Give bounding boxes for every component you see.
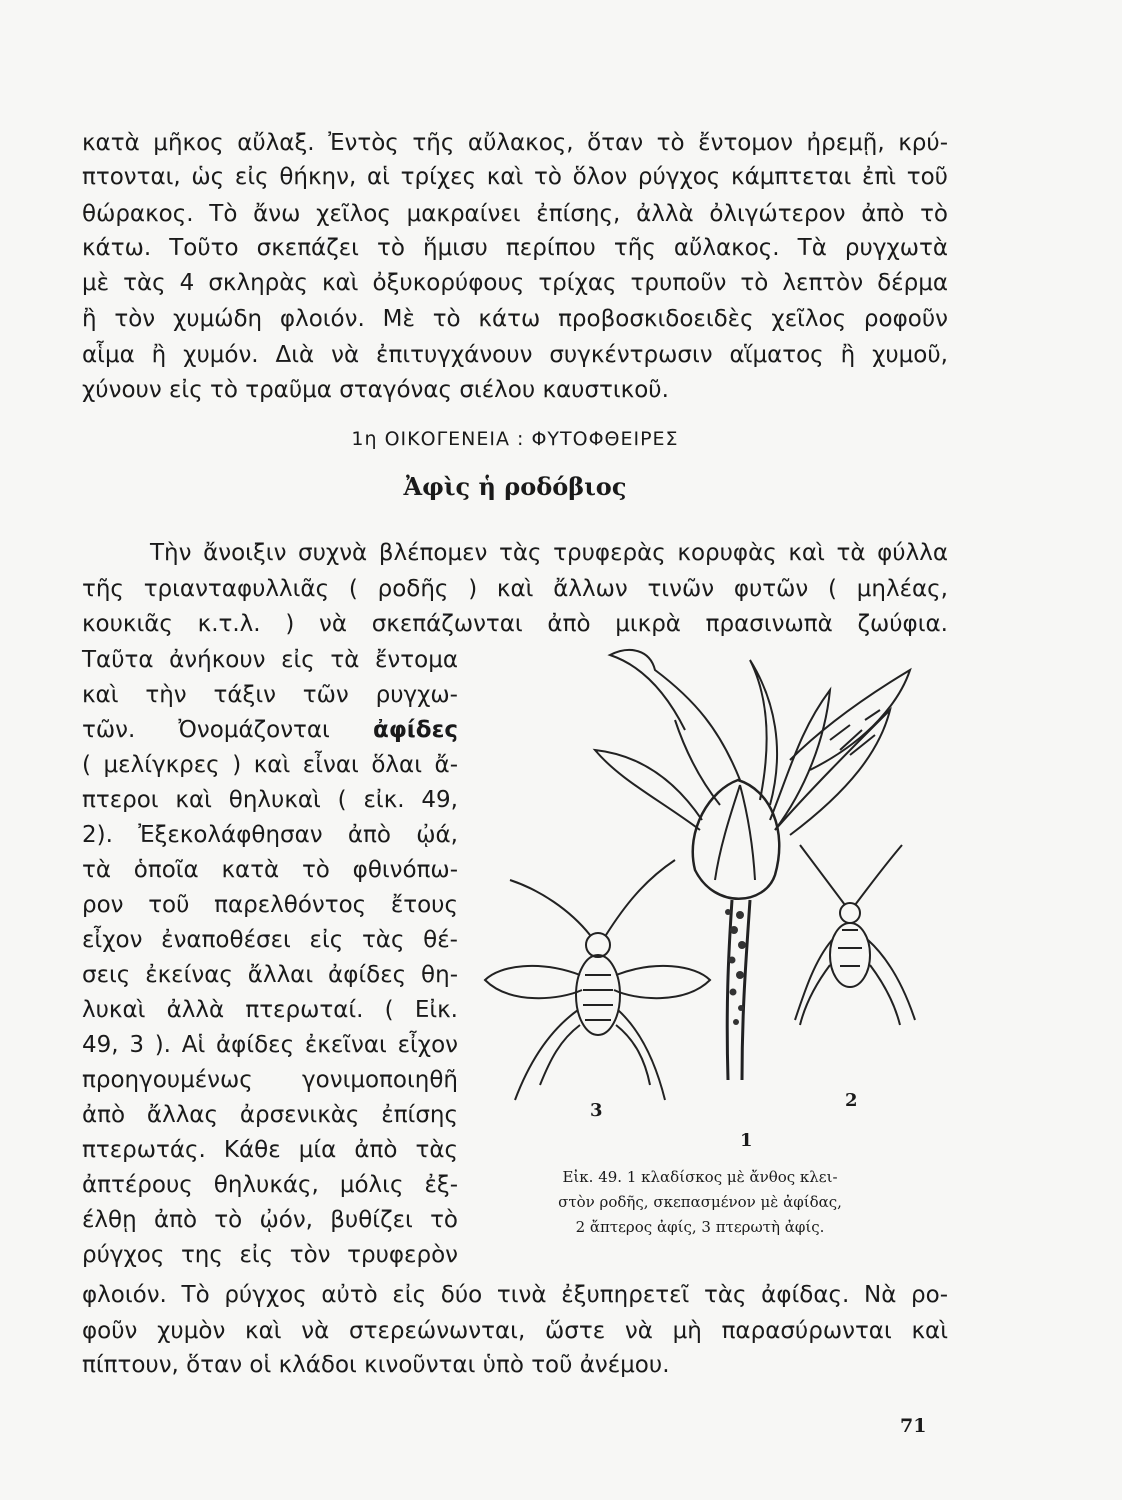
section-heading: 1η ΟΙΚΟΓΕΝΕΙΑ : ΦΥΤΟΦΘΕΙΡΕΣ [351,428,679,450]
caption-line: στὸν ροδῆς, σκεπασμένον μὲ ἀφίδας, [558,1193,842,1211]
text-line: ρύγχος της εἰς τὸν τρυφερὸν [82,1242,458,1268]
text-line: κάτω. Τοῦτο σκεπάζει τὸ ἥμισυ περίπου τῆς αὔλακος. Τὰ ρυγχωτὰ [82,235,948,261]
figure-label-1: 1 [740,1130,753,1151]
text-line: μὲ τὰς 4 σκληρὰς καὶ ὀξυκορύφους τρίχας τρυποῦν τὸ λεπτὸν δέρμα [82,270,948,296]
text-line: καὶ τὴν τάξιν τῶν ρυγχω- [82,682,458,708]
text-line: αἷμα ἢ χυμόν. Διὰ νὰ ἐπιτυγχάνουν συγκέντρωσιν αἵματος ἢ χυμοῦ, [82,342,948,368]
text-line: 49, 3 ). Αἱ ἀφίδες ἐκεῖναι εἶχον [82,1032,458,1058]
text-line [82,715,458,745]
page-number: 71 [900,1415,927,1437]
text-line: πτονται, ὡς εἰς θήκην, αἱ τρίχες καὶ τὸ ὅλον ρύγχος κάμπτεται ἐπὶ τοῦ [82,164,948,190]
text-line: τὰ ὁποῖα κατὰ τὸ φθινόπω- [82,857,458,883]
aphid-rose-illustration [470,630,940,1150]
text-line: εἶχον ἐναποθέσει εἰς τὰς θέ- [82,927,458,953]
text-line: λυκαὶ ἀλλὰ πτερωταί. ( Εἰκ. [82,997,458,1023]
text-line: πτεροι καὶ θηλυκαὶ ( εἰκ. 49, [82,787,458,813]
text-line: πτερωτάς. Κάθε μία ἀπὸ τὰς [82,1137,458,1163]
caption-line: 2 ἄπτερος ἀφίς, 3 πτερωτὴ ἀφίς. [575,1218,825,1236]
figure-caption [490,1165,910,1240]
bold-term: ἀφίδες [373,717,459,743]
text-segment: τῶν. Ὀνομάζονται [82,717,330,743]
text-line: θώρακος. Τὸ ἄνω χεῖλος μακραίνει ἐπίσης, ἀλλὰ ὀλιγώτερον ἀπὸ τὸ [82,201,948,227]
text-line: ἀπὸ ἄλλας ἀρσενικὰς ἐπίσης [82,1102,458,1128]
figure-illustration [470,630,940,1190]
text-line: ἢ τὸν χυμώδη φλοιόν. Μὲ τὸ κάτω προβοσκιδοειδὲς χεῖλος ροφοῦν [82,306,948,332]
subsection-title: Ἀφὶς ἡ ροδόβιος [403,472,627,501]
text-line: φλοιόν. Τὸ ρύγχος αὐτὸ εἰς δύο τινὰ ἐξυπηρετεῖ τὰς ἀφίδας. Νὰ ρο- [82,1282,948,1308]
text-line: έλθῃ ἀπὸ τὸ ᾠόν, βυθίζει τὸ [82,1207,458,1233]
text-line: τῆς τριανταφυλλιᾶς ( ροδῆς ) καὶ ἄλλων τινῶν φυτῶν ( μηλέας, [82,576,948,602]
text-line: χύνουν εἰς τὸ τραῦμα σταγόνας σιέλου καυστικοῦ. [82,377,669,403]
figure-label-3: 3 [590,1100,603,1121]
text-line: ἀπτέρους θηλυκάς, μόλις ἐξ- [82,1172,458,1198]
text-line: πίπτουν, ὅταν οἱ κλάδοι κινοῦνται ὑπὸ τοῦ ἀνέμου. [82,1352,670,1378]
text-line: κουκιᾶς κ.τ.λ. ) νὰ σκεπάζωνται ἀπὸ μικρὰ πρασινωπὰ ζωύφια. [82,611,948,637]
text-line: 2). Ἐξεκολάφθησαν ἀπὸ ᾠά, [82,822,458,848]
text-line: Τὴν ἄνοιξιν συχνὰ βλέπομεν τὰς τρυφερὰς κορυφὰς καὶ τὰ φύλλα [150,540,948,566]
text-line: φοῦν χυμὸν καὶ νὰ στερεώνωνται, ὥστε νὰ μὴ παρασύρωνται καὶ [82,1318,948,1344]
text-line: σεις ἐκείνας ἄλλαι ἀφίδες θη- [82,962,458,988]
text-line: ρον τοῦ παρελθόντος ἔτους [82,892,458,918]
text-line: προηγουμένως γονιμοποιηθῆ [82,1067,458,1093]
text-line: Ταῦτα ἀνήκουν εἰς τὰ ἔντομα [82,647,458,673]
figure-label-2: 2 [845,1090,858,1111]
caption-line: Εἰκ. 49. 1 κλαδίσκος μὲ ἄνθος κλει- [562,1168,838,1186]
text-line: ( μελίγκρες ) καὶ εἶναι ὅλαι ἄ- [82,752,458,778]
text-line: κατὰ μῆκος αὔλαξ. Ἐντὸς τῆς αὔλακος, ὅταν τὸ ἔντομον ἠρεμῇ, κρύ- [82,130,948,156]
